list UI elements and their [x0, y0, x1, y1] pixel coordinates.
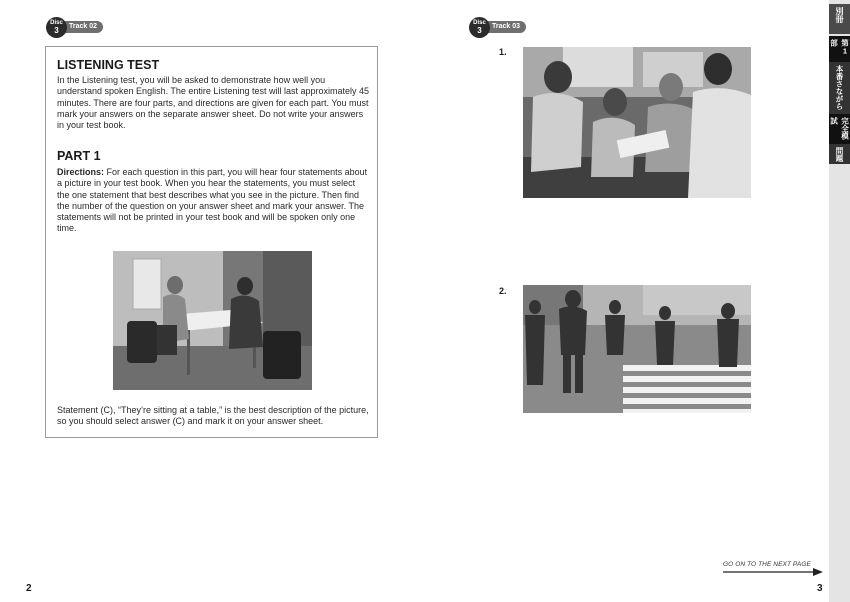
question-photo-1: [523, 47, 751, 198]
disc-badge: Disc 3: [46, 17, 67, 38]
disc-badge: Disc 3: [469, 17, 490, 38]
example-caption: Statement (C), “They’re sitting at a table,” is the best description of the picture, so you should select answer (C) and mark it on your answer sheet.: [57, 405, 369, 427]
question-number: 2.: [499, 286, 507, 296]
side-tab-section: 問題: [829, 144, 850, 164]
side-tab: [829, 0, 850, 602]
go-on-arrow-icon: [723, 568, 823, 576]
part-heading: PART 1: [57, 149, 101, 163]
go-on-text: GO ON TO THE NEXT PAGE: [723, 561, 811, 568]
question-number: 1.: [499, 47, 507, 57]
page-number-left: 2: [26, 583, 32, 594]
side-tab-top: 別冊: [829, 4, 850, 34]
question-photo-2: [523, 285, 751, 413]
example-photo: [113, 251, 312, 390]
page-number-right: 3: [817, 583, 823, 594]
track-label: Track 03: [483, 21, 526, 33]
side-tab-highlight: 完全模試: [829, 114, 850, 144]
side-tab-part: 第1部: [829, 36, 850, 62]
page-title: LISTENING TEST: [57, 58, 160, 72]
directions-paragraph: [57, 167, 369, 235]
directions-text: For each question in this part, you will hear four statements about a picture in your test book. When you hear the statements, you must select the one statement that best describes what you see in the picture. Then find the number of the question on your answer sheet and mark your answer. The statements will not be printed in your test book and will be spoken only one time.: [57, 167, 368, 234]
intro-paragraph: In the Listening test, you will be asked to demonstrate how well you understand spoken English. The entire Listening test will last approximately 45 minutes. There are four parts, and directions are given for each part. You must mark your answers on the separate answer sheet. Do not write your answers in your test book.: [57, 75, 370, 131]
side-tab-title: 本番さながら: [829, 62, 850, 114]
track-label: Track 02: [60, 21, 103, 33]
directions-label: Directions:: [57, 167, 105, 177]
